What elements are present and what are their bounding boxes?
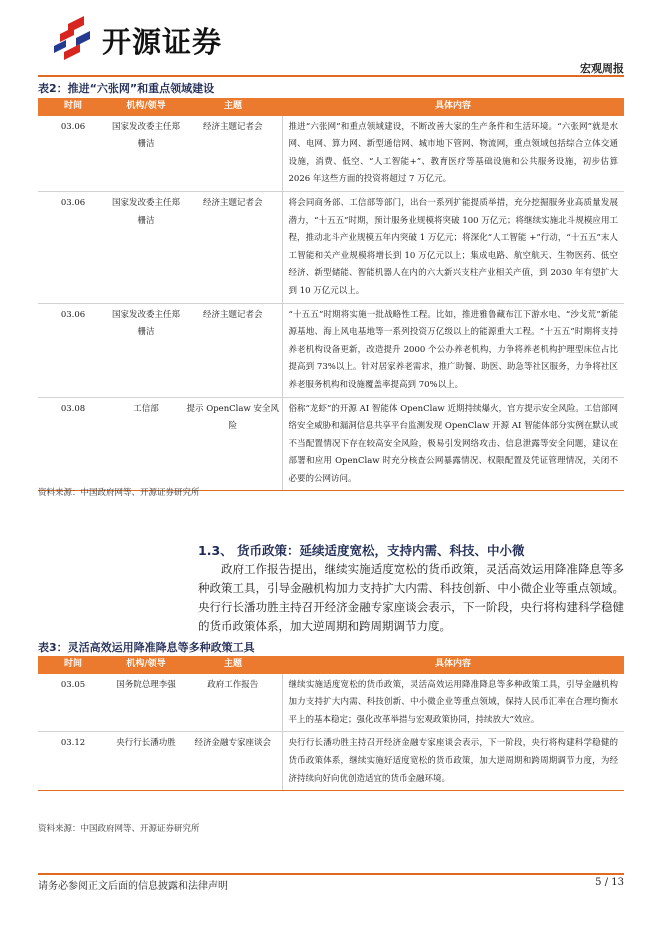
cell-org: 央行行长潘功胜 (108, 732, 184, 791)
cell-date: 03.12 (38, 732, 108, 791)
cell-content: 将会同商务部、工信部等部门，出台一系列扩能提质举措，充分挖掘服务业高质量发展潜力，“十五五”时期，预计服务业规模将突破 100 万亿元；将继续实施北斗规模应用工程，推动北斗产业规模五年内突破 1 万亿元；将深化“人工智能 +”行动，“十五五”末人工智能和关产业规模将增长到 10 万亿元以上；集成电路、航空航天、生物医药、低空经济、新型储能、智能机器人在内的六大新兴支柱产业相关产值，到 2030 年有望扩大到 10 万亿元以上。 (282, 191, 624, 303)
cell-date: 03.05 (38, 674, 108, 732)
cell-org: 工信部 (108, 397, 184, 491)
table-row (38, 191, 624, 303)
col-header-org: 机构/领导 (108, 98, 184, 116)
table-row (38, 116, 624, 192)
table-row (38, 732, 624, 791)
cell-topic: 经济主题记者会 (184, 191, 282, 303)
cell-content: 推进“六张网”和重点领域建设，不断改善大家的生产条件和生活环境。“六张网”就是水网、电网、算力网、新型通信网、城市地下管网、物流网，重点领域包括综合立体交通设施，消费、低空、“人工智能+”、教育医疗等基础设施和公共服务设施，初步估算 2026 年这些方面的投资将超过 7 万亿元。 (282, 116, 624, 192)
col-header-content: 具体内容 (282, 98, 624, 116)
header-rule (38, 75, 624, 77)
report-type: 宏观周报 (580, 62, 624, 75)
col-header-date: 时间 (38, 98, 108, 116)
page-number: 5 / 13 (595, 877, 624, 888)
cell-org: 国家发改委主任郑栅洁 (108, 191, 184, 303)
company-logo (50, 16, 310, 62)
cell-topic: 提示 OpenClaw 安全风险 (184, 397, 282, 491)
col-header-org: 机构/领导 (108, 656, 184, 674)
cell-topic: 经济主题记者会 (184, 116, 282, 192)
cell-date: 03.06 (38, 303, 108, 397)
section-heading: 1.3、 货币政策：延续适度宽松，支持内需、科技、中小微 (198, 543, 525, 558)
col-header-date: 时间 (38, 656, 108, 674)
section-body: 政府工作报告提出，继续实施适度宽松的货币政策，灵活高效运用降准降息等多种政策工具，引导金融机构加力支持扩大内需、科技创新、中小微企业等重点领域。央行行长潘功胜主持召开经济金融专家座谈会表示，下一阶段，央行将构建科学稳健的货币政策体系，加大逆周期和跨周期调节力度。 (198, 562, 624, 633)
cell-date: 03.06 (38, 116, 108, 192)
cell-content: 央行行长潘功胜主持召开经济金融专家座谈会表示，下一阶段，央行将构建科学稳健的货币政策体系，继续实施好适度宽松的货币政策，加大逆周期和跨周期调节力度，为经济持续向好向优创造适宜的货币金融环境。 (282, 732, 624, 791)
table3-header-row (38, 656, 624, 674)
col-header-topic: 主题 (184, 656, 282, 674)
cell-content: 继续实施适度宽松的货币政策，灵活高效运用降准降息等多种政策工具，引导金融机构加力支持扩大内需、科技创新、中小微企业等重点领域，保持人民币汇率在合理均衡水平上的基本稳定；强化改革举措与宏观政策协同，持续放大“效应。 (282, 674, 624, 732)
table-row (38, 397, 624, 491)
page-header (38, 14, 624, 75)
col-header-content: 具体内容 (282, 656, 624, 674)
footer-disclaimer: 请务必参阅正文后面的信息披露和法律声明 (38, 881, 228, 892)
table-row (38, 674, 624, 732)
cell-topic: 经济主题记者会 (184, 303, 282, 397)
table2 (38, 98, 624, 491)
cell-content: “十五五”时期将实施一批战略性工程。比如，推进雅鲁藏布江下游水电、“沙戈荒”新能源基地、海上风电基地等一系列投资万亿级以上的能源重大工程。“十五五”时期将支持养老机构设备更新，改造提升 2000 个公办养老机构，力争将养老机构护理型床位占比提高到 73%以上。针对居家养老需求，推广助餐、助医、助急等社区服务，力争将社区养老服务机构和设施覆盖率提高到 70%以上。 (282, 303, 624, 397)
cell-date: 03.06 (38, 191, 108, 303)
cell-date: 03.08 (38, 397, 108, 491)
cell-org: 国家发改委主任郑栅洁 (108, 116, 184, 192)
table3-source: 资料来源：中国政府网等、开源证券研究所 (38, 824, 200, 834)
table2-title: 表2：推进“六张网”和重点领域建设 (38, 82, 215, 95)
cell-content: 俗称“龙虾”的开源 AI 智能体 OpenClaw 近期持续爆火，官方提示安全风险。工信部网络安全威胁和漏洞信息共享平台监测发现 OpenClaw 开源 AI 智能体部分实例在默认或不当配置情况下存在较高安全风险，极易引发网络攻击、信息泄露等安全问题，建议在部署和应用 OpenClaw 时充分核查公网暴露情况、权限配置及凭证管理情况，关闭不必要的公网访问。 (282, 397, 624, 491)
col-header-topic: 主题 (184, 98, 282, 116)
cell-topic: 政府工作报告 (184, 674, 282, 732)
logo-mark-icon (50, 16, 98, 60)
cell-org: 国务院总理李强 (108, 674, 184, 732)
table-row (38, 303, 624, 397)
table2-header-row (38, 98, 624, 116)
footer-rule (38, 873, 624, 875)
brand-name: 开源证券 (102, 25, 223, 59)
table3 (38, 656, 624, 791)
table2-source: 资料来源：中国政府网等、开源证券研究所 (38, 488, 200, 498)
cell-org: 国家发改委主任郑栅洁 (108, 303, 184, 397)
table3-title: 表3：灵活高效运用降准降息等多种政策工具 (38, 641, 255, 654)
cell-topic: 经济金融专家座谈会 (184, 732, 282, 791)
